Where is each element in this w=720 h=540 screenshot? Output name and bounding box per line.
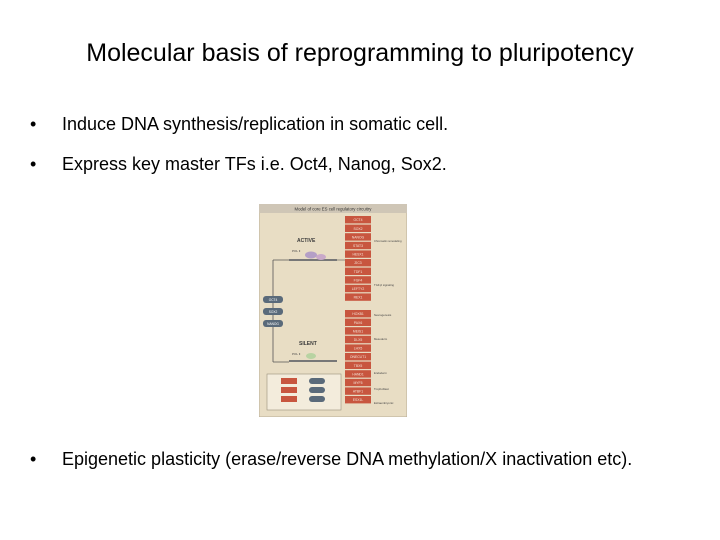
legend-gene-swatch xyxy=(281,387,297,393)
gene-box-label: OCT4 xyxy=(353,218,363,223)
annotation-label: TGF-β signaling xyxy=(374,283,394,287)
gene-box-label: DLX5 xyxy=(353,338,363,342)
legend-node-swatch xyxy=(309,378,325,384)
protein-complex xyxy=(305,252,317,259)
slide-title: Molecular basis of reprogramming to pluripotency xyxy=(86,39,634,67)
gene-box-label: REX1 xyxy=(353,295,363,300)
gene-box-label: LHX5 xyxy=(353,346,363,351)
silent-gene-column xyxy=(345,310,371,403)
active-label: ACTIVE xyxy=(297,238,316,244)
bullet-text: Epigenetic plasticity (erase/reverse DNA methylation/X inactivation etc). xyxy=(62,449,633,469)
legend-node-swatch xyxy=(309,387,325,393)
figure-title: Model of core ES cell regulatory circuitry xyxy=(294,206,372,212)
gene-box-label: FGF4 xyxy=(353,278,363,283)
bullet-text: Express key master TFs i.e. Oct4, Nanog, Sox2. xyxy=(62,154,447,174)
regulatory-circuitry-figure xyxy=(259,204,407,417)
gene-box-label: HOXB1 xyxy=(352,312,364,317)
gene-box-label: ONECUT1 xyxy=(349,355,367,360)
legend-box xyxy=(267,374,341,410)
pol-label: POL II xyxy=(292,352,301,356)
gene-box-label: MEIS1 xyxy=(352,329,364,334)
protein-complex xyxy=(316,254,326,260)
gene-box-label: TDF1 xyxy=(353,269,363,274)
gene-box-label: ESX1L xyxy=(352,398,364,403)
legend-gene-swatch xyxy=(281,378,297,384)
annotation-label: Trophoblast xyxy=(374,387,389,391)
bullet-item xyxy=(30,448,632,470)
dna-strand-silent xyxy=(289,360,337,362)
bullet-marker: • xyxy=(30,154,37,174)
annotation-label: Chromatin remodeling xyxy=(374,239,402,243)
gene-box-label: LEFTY2 xyxy=(351,287,365,291)
dna-strand-active xyxy=(289,259,337,261)
factor-node-label: SOX2 xyxy=(268,310,278,314)
pol-label: POL II xyxy=(292,249,301,253)
gene-box-label: MYF5 xyxy=(353,381,363,385)
silent-label: SILENT xyxy=(299,341,317,347)
gene-box-label: PAX6 xyxy=(353,320,363,325)
legend-node-swatch xyxy=(309,396,325,402)
bullet-marker: • xyxy=(30,449,37,469)
factor-node-label: NANOG xyxy=(267,322,279,326)
legend-gene-swatch xyxy=(281,396,297,402)
gene-box-label: ZIC3 xyxy=(354,261,362,266)
gene-box-label: HAND1 xyxy=(352,372,364,377)
bullet-item xyxy=(30,153,447,175)
gene-box-label: ATBF1 xyxy=(352,389,364,394)
annotation-label: Mesoderm xyxy=(374,337,388,341)
gene-box-label: TBX5 xyxy=(353,363,363,368)
bullet-item xyxy=(30,113,448,135)
bullet-text: Induce DNA synthesis/replication in somatic cell. xyxy=(62,114,449,134)
factor-node-label: OCT4 xyxy=(268,298,278,302)
gene-box-label: SOX2 xyxy=(353,226,363,231)
bullet-marker: • xyxy=(30,114,37,134)
annotation-label: Neurogenesis xyxy=(374,313,392,317)
gene-box-label: STAT3 xyxy=(352,244,364,248)
gene-box-label: NANOG xyxy=(351,235,365,240)
gene-box-label: HESX1 xyxy=(352,252,364,257)
annotation-label: Endoderm xyxy=(374,371,387,375)
protein-complex xyxy=(306,353,316,359)
annotation-label: Extraembryonic xyxy=(374,401,394,405)
